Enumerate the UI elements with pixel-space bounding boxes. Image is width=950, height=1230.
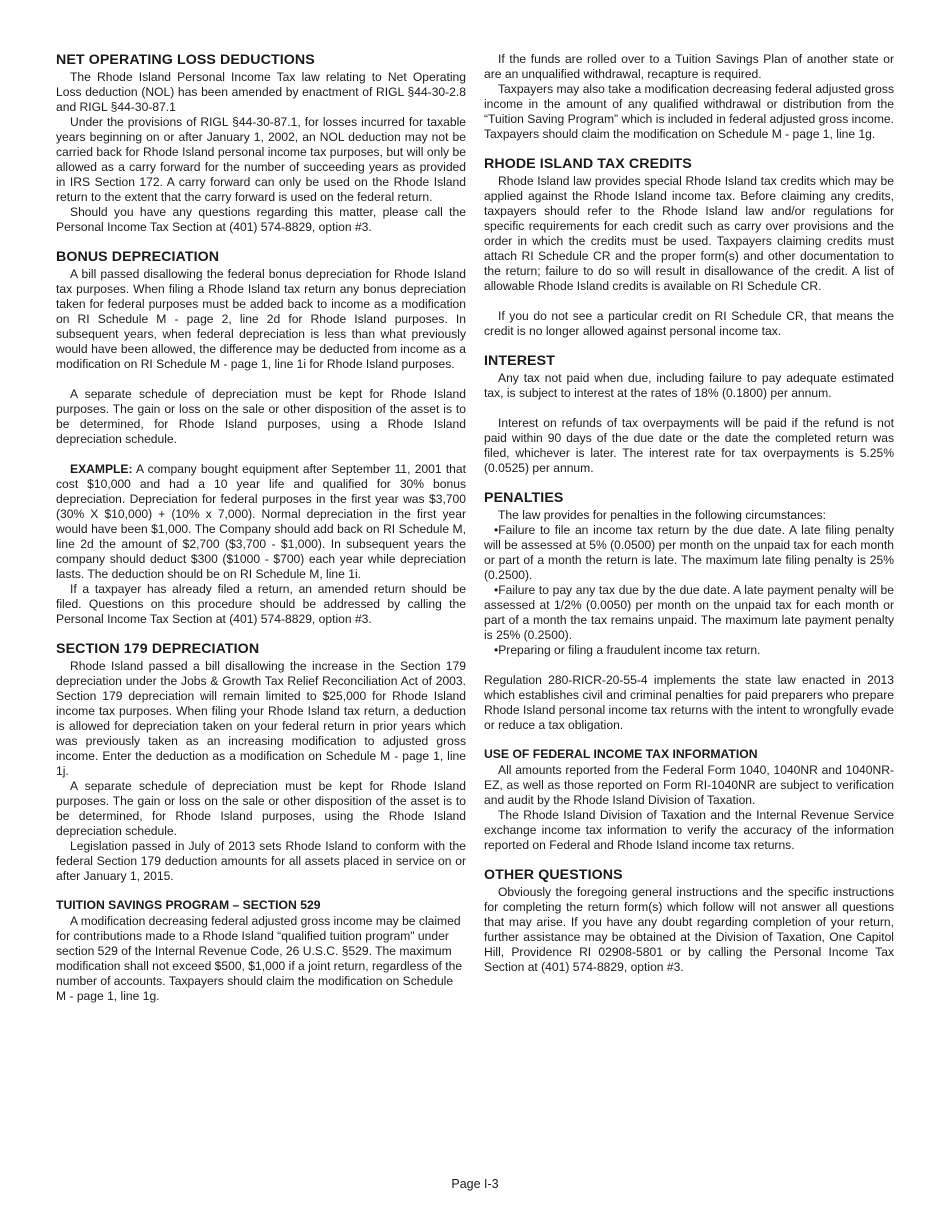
paragraph: Obviously the foregoing general instructions and the specific instructions for completing the return form(s) which follow will not answer all questions that may arise. If you have any doubt regarding completion of your return, further assistance may be obtained at the Division of Taxation, One Capitol Hill, Providence RI 02908-5801 or by calling the Personal Income Tax Section at (401) 574-8829, option #3. bbox=[484, 885, 894, 974]
paragraph: Regulation 280-RICR-20-55-4 implements the state law enacted in 2013 which establishes civil and criminal penalties for paid preparers who prepare Rhode Island personal income tax returns with the intent to wrongfully evade or reduce a tax obligation. bbox=[484, 673, 894, 732]
section-penalties bbox=[484, 490, 894, 733]
section-179-depreciation bbox=[56, 641, 466, 884]
paragraph: The law provides for penalties in the following circumstances: bbox=[498, 508, 827, 522]
section-heading: TUITION SAVINGS PROGRAM – SECTION 529 bbox=[56, 898, 321, 912]
paragraph: Legislation passed in July of 2013 sets Rhode Island to conform with the federal Section 179 deduction amounts for all assets placed in service on or after January 1, 2015. bbox=[56, 839, 466, 883]
paragraph: All amounts reported from the Federal Form 1040, 1040NR and 1040NR-EZ, as well as those reported on Form RI-1040NR are subject to verification and audit by the Rhode Island Division of Taxation. bbox=[484, 763, 894, 807]
paragraph: Rhode Island law provides special Rhode Island tax credits which may be applied against the Rhode Island income tax. Before claiming any credits, taxpayers should refer to the Rhode Island law and/or regulations for specific requirements for each credit such as carry over provisions and the order in which the credits must be used. Taxpayers claiming credits must attach RI Schedule CR and the proper form(s) and other documentation to the return; failure to do so will result in disallowance of the credit. A list of allowable Rhode Island credits is available on RI Schedule CR. bbox=[484, 174, 894, 293]
section-other-questions bbox=[484, 867, 894, 975]
section-heading: USE OF FEDERAL INCOME TAX INFORMATION bbox=[484, 747, 758, 761]
paragraph: Rhode Island passed a bill disallowing the increase in the Section 179 depreciation under the Jobs & Growth Tax Relief Reconciliation Act of 2003. Section 179 depreciation will remain limited to $25,000 for Rhode Island income tax purposes. When filing your Rhode Island tax return, a deduction is allowed for depreciation taken on your federal return in prior years which was previously taken as an increasing modification to adjusted gross income. Enter the deduction as a modification on Schedule M - page 1, line 1j. bbox=[56, 659, 466, 778]
section-tuition-savings bbox=[56, 898, 466, 1004]
section-heading: NET OPERATING LOSS DEDUCTIONS bbox=[56, 52, 315, 68]
section-heading: INTEREST bbox=[484, 353, 555, 369]
paragraph: A separate schedule of depreciation must be kept for Rhode Island purposes. The gain or loss on the sale or other disposition of the asset is to be determined, for Rhode Island purposes, using the Rhode Island depreciation schedule. bbox=[56, 779, 466, 838]
section-heading: PENALTIES bbox=[484, 490, 564, 506]
paragraph: Under the provisions of RIGL §44-30-87.1, for losses incurred for taxable years beginning on or after January 1, 2002, an NOL deduction may not be carried back for Rhode Island personal income tax purposes, but will only be allowed as a carry forward for the number of succeeding years as provided in IRS Section 172. A carry forward can only be used on the Rhode Island return to the extent that the carry forward is used on the federal return. bbox=[56, 115, 466, 204]
paragraph: If the funds are rolled over to a Tuition Savings Plan of another state or are an unqualified withdrawal, recapture is required. bbox=[484, 52, 894, 81]
section-tax-credits bbox=[484, 156, 894, 339]
paragraph: If a taxpayer has already filed a return, an amended return should be filed. Questions on this procedure should be addressed by calling the Personal Income Tax Section at (401) 574-8829, option #3. bbox=[56, 582, 466, 626]
paragraph: A modification decreasing federal adjusted gross income may be claimed for contributions made to a Rhode Island “qualified tuition program" under section 529 of the Internal Revenue Code, 26 U.S.C. §529. The maximum modification shall not exceed $500, $1,000 if a joint return, regardless of the number of accounts. Taxpayers should claim the modification on Schedule M - page 1, line 1g. bbox=[56, 914, 463, 1003]
paragraph: The Rhode Island Division of Taxation and the Internal Revenue Service exchange income tax information to verify the accuracy of the information reported on Federal and Rhode Island income tax returns. bbox=[484, 808, 894, 852]
paragraph: Taxpayers may also take a modification decreasing federal adjusted gross income in the amount of any qualified withdrawal or distribution from the “Tuition Saving Program” which is included in federal adjusted gross income. Taxpayers should claim the modification on Schedule M - page 1, line 1g. bbox=[484, 82, 894, 141]
bullet-item: •Failure to pay any tax due by the due date. A late payment penalty will be assessed at 1/2% (0.0050) per month on the unpaid tax for each month or part of a month the tax remains unpaid. The maximum late payment penalty is 25% (0.2500). bbox=[484, 583, 894, 642]
paragraph: Interest on refunds of tax overpayments will be paid if the refund is not paid within 90 days of the due date or the date the completed return was filed, whichever is later. The interest rate for tax overpayments is 5.25% (0.0525) per annum. bbox=[484, 416, 894, 475]
right-column bbox=[484, 52, 894, 989]
page-number: Page I-3 bbox=[451, 1177, 499, 1191]
section-interest bbox=[484, 353, 894, 476]
bullet-item: •Failure to file an income tax return by the due date. A late filing penalty will be assessed at 5% (0.0500) per month on the unpaid tax for each month or part of a month the return is late. The maximum late filing penalty is 25% (0.2500). bbox=[484, 523, 894, 582]
section-heading: SECTION 179 DEPRECIATION bbox=[56, 641, 260, 657]
example-text: A company bought equipment after September 11, 2001 that cost $10,000 and had a 10 year life and qualified for 30% bonus depreciation. Depreciation for federal purposes in the first year was $3,700 (30% X $10,000) + (10% x 7,000). Normal depreciation in the first year would have been $1,000. The Company should add back on RI Schedule M, line 2d the amount of $2,700 ($3,700 - $1,000). In subsequent years the company should deduct $300 ($1000 - $700) each year while depreciation lasts. The deduction should be on RI Schedule M, line 1i. bbox=[56, 462, 466, 581]
section-heading: BONUS DEPRECIATION bbox=[56, 249, 220, 265]
paragraph: Any tax not paid when due, including failure to pay adequate estimated tax, is subject to interest at the rates of 18% (0.1800) per annum. bbox=[484, 371, 894, 400]
section-net-operating-loss bbox=[56, 52, 466, 235]
section-federal-tax-info bbox=[484, 747, 894, 853]
section-tuition-continued bbox=[484, 52, 894, 142]
section-bonus-depreciation bbox=[56, 249, 466, 627]
left-column bbox=[56, 52, 466, 1018]
section-heading: OTHER QUESTIONS bbox=[484, 867, 623, 883]
example-paragraph bbox=[56, 462, 466, 582]
paragraph: If you do not see a particular credit on RI Schedule CR, that means the credit is no longer allowed against personal income tax. bbox=[484, 309, 894, 338]
paragraph: Should you have any questions regarding this matter, please call the Personal Income Tax Section at (401) 574-8829, option #3. bbox=[56, 205, 466, 234]
paragraph: A bill passed disallowing the federal bonus depreciation for Rhode Island tax purposes. When filing a Rhode Island tax return any bonus depreciation taken for federal purposes must be added back to income as a modification on RI Schedule M - page 2, line 2d for Rhode Island purposes. In subsequent years, when federal depreciation is less than what previously would have been allowed, the difference may be deducted from income as a modification on RI Schedule M - page 1, line 1i for Rhode Island purposes. bbox=[56, 267, 466, 371]
section-heading: RHODE ISLAND TAX CREDITS bbox=[484, 156, 692, 172]
paragraph: The Rhode Island Personal Income Tax law relating to Net Operating Loss deduction (NOL) has been amended by enactment of RIGL §44-30-2.8 and RIGL §44-30-87.1 bbox=[56, 70, 466, 114]
paragraph: A separate schedule of depreciation must be kept for Rhode Island purposes. The gain or loss on the sale or other disposition of the asset is to be determined, for Rhode Island purposes, using a Rhode Island depreciation schedule. bbox=[56, 387, 466, 446]
bullet-item: •Preparing or filing a fraudulent income tax return. bbox=[494, 643, 761, 657]
example-label: EXAMPLE: bbox=[70, 462, 133, 476]
